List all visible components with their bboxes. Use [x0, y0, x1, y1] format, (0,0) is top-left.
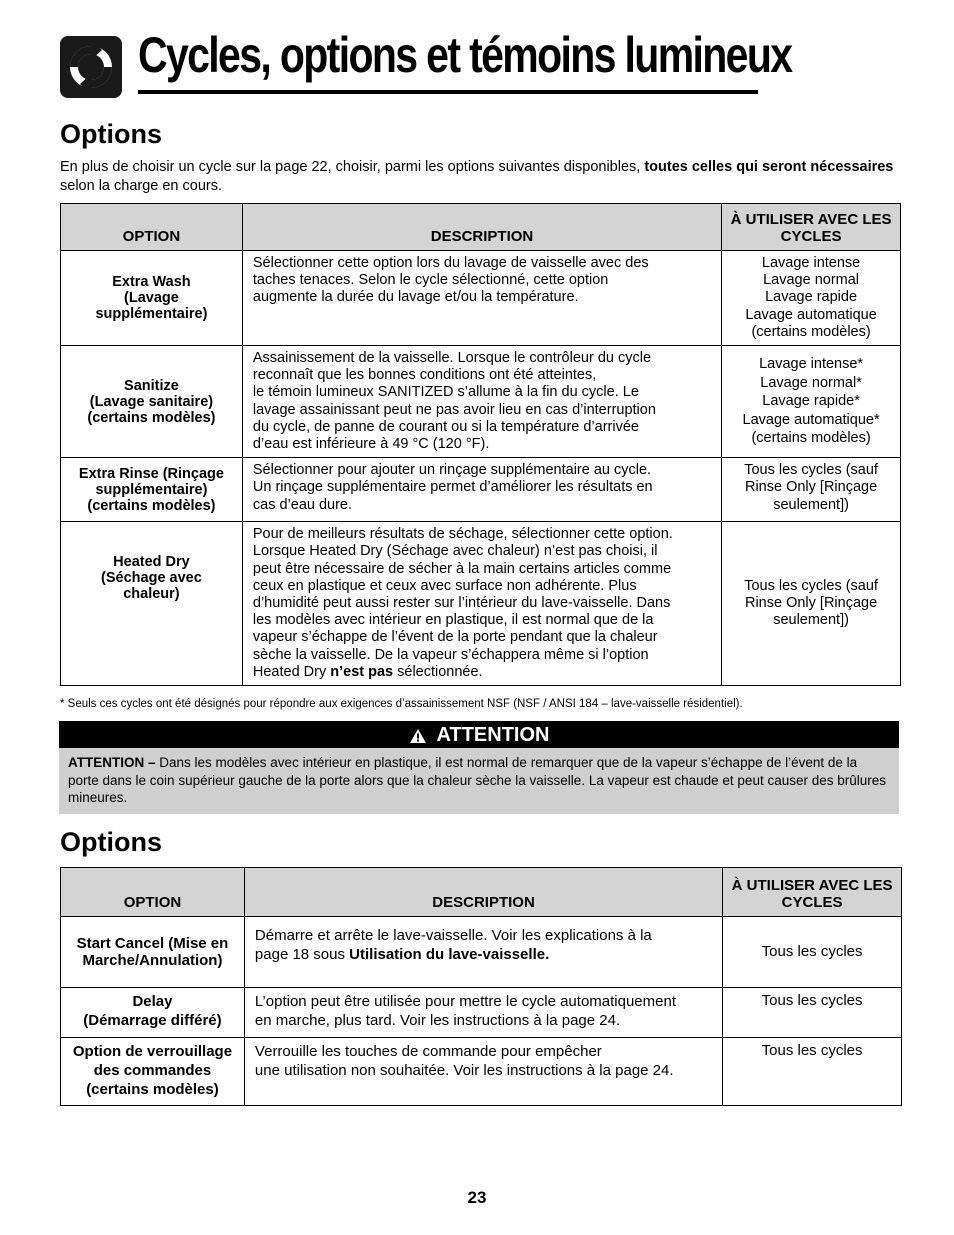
option-name [61, 346, 243, 458]
description-text: page 18 sous [254, 945, 350, 963]
option-line: supplémentaire) [95, 481, 208, 498]
cycle-line: Lavage intense [761, 255, 861, 271]
table-row [61, 251, 901, 346]
intro-bold-text: toutes celles qui seront nécessaires [644, 159, 894, 175]
description-line: vapeur s’échappe de l’évent de la porte pendant que la chaleur [252, 629, 658, 646]
option-description [242, 251, 721, 346]
description-line: le témoin lumineux SANITIZED s’allume à la fin du cycle. Le [252, 384, 639, 401]
page-title: Cycles, options et témoins lumineux [138, 27, 792, 83]
description-line: les modèles avec intérieur en plastique, il est normal que de la [252, 612, 654, 629]
option-description [244, 917, 722, 988]
option-description [244, 988, 722, 1038]
description-text: sélectionnée. [393, 663, 483, 680]
option-line: Marche/Annulation) [82, 952, 223, 969]
option-name [61, 251, 243, 346]
description-line: d’eau est inférieure à 49 °C (120 °F). [252, 436, 490, 453]
cycle-logo-icon [60, 36, 122, 98]
col-header-option: OPTION [61, 204, 243, 251]
description-line: Verrouille les touches de commande pour empêcher [254, 1043, 602, 1060]
cycle-line: Lavage rapide* [762, 393, 860, 410]
option-name [61, 522, 243, 686]
option-line: (certains modèles) [87, 497, 216, 514]
section-heading-options-2: Options [60, 827, 162, 857]
option-line: Extra Rinse (Rinçage [78, 465, 224, 482]
cycle-line: Lavage intense* [759, 356, 864, 373]
page-header [60, 27, 792, 100]
description-line: Sélectionner cette option lors du lavage de vaisselle avec des [252, 255, 649, 271]
cycle-line: Lavage rapide [765, 289, 858, 306]
table-row [61, 1038, 902, 1106]
title-underline [138, 90, 758, 94]
option-name [61, 458, 243, 522]
option-line: chaleur) [123, 586, 180, 603]
table-row [61, 522, 901, 686]
option-cycles: Tous les cycles [723, 988, 902, 1038]
cycle-line: Lavage normal [763, 272, 860, 289]
col-header-description: DESCRIPTION [244, 868, 722, 917]
option-line: (Lavage sanitaire) [89, 393, 214, 410]
cycle-line: Tous les cycles (sauf [744, 462, 878, 479]
description-line [253, 664, 711, 681]
cycle-line: Lavage automatique* [742, 411, 880, 428]
description-line [255, 946, 712, 965]
option-cycles [722, 251, 901, 346]
option-description [242, 522, 721, 686]
description-line: Assainissement de la vaisselle. Lorsque le contrôleur du cycle [252, 350, 652, 367]
col-header-cycles: À UTILISER AVEC LES CYCLES [722, 204, 901, 251]
cycle-line: Tous les cycles (sauf [744, 577, 878, 594]
option-name [61, 917, 245, 988]
attention-lead: ATTENTION – [68, 755, 156, 770]
attention-banner [59, 721, 899, 748]
cycle-line: Lavage normal* [760, 374, 862, 391]
intro-text: En plus de choisir un cycle sur la page 22, choisir, parmi les options suivantes disponibles, [60, 159, 645, 175]
option-description [244, 1038, 722, 1106]
cycle-line: (certains modèles) [751, 430, 871, 447]
option-line: (certains modèles) [87, 409, 216, 426]
cycle-line: Rinse Only [Rinçage [744, 595, 878, 612]
description-line: d’humidité peut aussi rester sur l’intérieur du lave-vaisselle. Dans [252, 595, 671, 612]
option-line: Sanitize [124, 377, 179, 394]
option-line: (Séchage avec [101, 570, 202, 587]
option-cycles [722, 522, 901, 686]
option-name [61, 988, 245, 1038]
description-bold-text: Utilisation du lave-vaisselle. [349, 945, 550, 963]
description-line: Sélectionner pour ajouter un rinçage supplémentaire au cycle. [252, 462, 652, 479]
option-line: Extra Wash [112, 274, 191, 290]
description-bold-text: n’est pas [330, 663, 394, 680]
attention-title: ATTENTION [436, 724, 550, 746]
nsf-footnote: * Seuls ces cycles ont été désignés pour répondre aux exigences d’assainissement NSF (NSF / ANSI 184 – lave-vaisselle résidentiel). [60, 698, 743, 710]
cycle-line: seulement]) [773, 496, 849, 513]
table-row [61, 458, 901, 522]
description-line: ceux en plastique et ceux avec surface non adhérente. Plus [252, 577, 637, 594]
description-text: Heated Dry [252, 663, 331, 680]
description-line: du cycle, de panne de courant ou si la température d’arrivée [252, 418, 639, 435]
description-line: sèche la vaisselle. De la vapeur s’échappera même si l’option [252, 646, 649, 663]
option-line: Delay [132, 993, 173, 1010]
description-line: augmente la durée du lavage et/ou la température. [252, 289, 579, 306]
description-line: cas d’eau dure. [252, 496, 353, 513]
description-line: lavage assainissant peut ne pas avoir lieu en cas d’interruption [252, 401, 656, 418]
description-line: taches tenaces. Selon le cycle sélectionné, cette option [252, 272, 609, 289]
table-row [61, 988, 902, 1038]
option-cycles [722, 458, 901, 522]
description-line: peut être nécessaire de sécher à la main certains articles comme [252, 560, 672, 577]
options-table-2 [60, 867, 902, 1106]
option-cycles [722, 346, 901, 458]
attention-text: Dans les modèles avec intérieur en plastique, il est normal de remarquer que de la vapeur s’échappe de l’évent de la porte dans le coin supérieur gauche de la porte alors que la chaleur sèche la vaisselle. La vapeur est chaude et peut causer des brûlures mineures. [68, 755, 887, 805]
table-row [61, 917, 902, 988]
description-line: une utilisation non souhaitée. Voir les instructions à la page 24. [254, 1062, 674, 1079]
description-line: reconnaît que les bonnes conditions ont été atteintes, [252, 367, 597, 384]
cycle-line: Lavage automatique [745, 306, 877, 323]
description-line: L’option peut être utilisée pour mettre le cycle automatiquement [254, 993, 676, 1010]
option-description [242, 458, 721, 522]
option-line: (Lavage [124, 290, 179, 306]
table-row [61, 346, 901, 458]
option-line: des commandes [93, 1062, 212, 1079]
description-line: en marche, plus tard. Voir les instructions à la page 24. [254, 1012, 621, 1029]
intro-end-text: selon la charge en cours. [60, 178, 223, 194]
option-line: Start Cancel (Mise en [76, 935, 229, 952]
option-cycles: Tous les cycles [723, 1038, 902, 1106]
cycle-line: seulement]) [773, 612, 849, 629]
option-line: supplémentaire) [95, 306, 208, 322]
page-number: 23 [467, 1188, 487, 1207]
cycle-line: (certains modèles) [751, 323, 871, 340]
option-line: (Démarrage différé) [83, 1012, 222, 1029]
description-line: Un rinçage supplémentaire permet d’améliorer les résultats en [252, 479, 653, 496]
options-table-1 [60, 203, 901, 686]
option-line: Heated Dry [113, 554, 190, 571]
cycle-line: Rinse Only [Rinçage [744, 479, 878, 496]
col-header-cycles: À UTILISER AVEC LES CYCLES [723, 868, 902, 917]
col-header-option: OPTION [61, 868, 245, 917]
option-line: Option de verrouillage [72, 1043, 233, 1060]
col-header-description: DESCRIPTION [242, 204, 721, 251]
intro-paragraph [60, 158, 900, 196]
option-cycles: Tous les cycles [723, 917, 902, 988]
option-description [242, 346, 721, 458]
option-line: (certains modèles) [86, 1081, 219, 1098]
description-line: Lorsque Heated Dry (Séchage avec chaleur) n’est pas choisi, il [252, 543, 658, 560]
option-name [61, 1038, 245, 1106]
attention-body [59, 748, 899, 814]
description-line: Démarre et arrête le lave-vaisselle. Voir les explications à la [254, 927, 652, 944]
section-heading-options-1: Options [60, 119, 162, 149]
description-line: Pour de meilleurs résultats de séchage, sélectionner cette option. [252, 526, 673, 543]
